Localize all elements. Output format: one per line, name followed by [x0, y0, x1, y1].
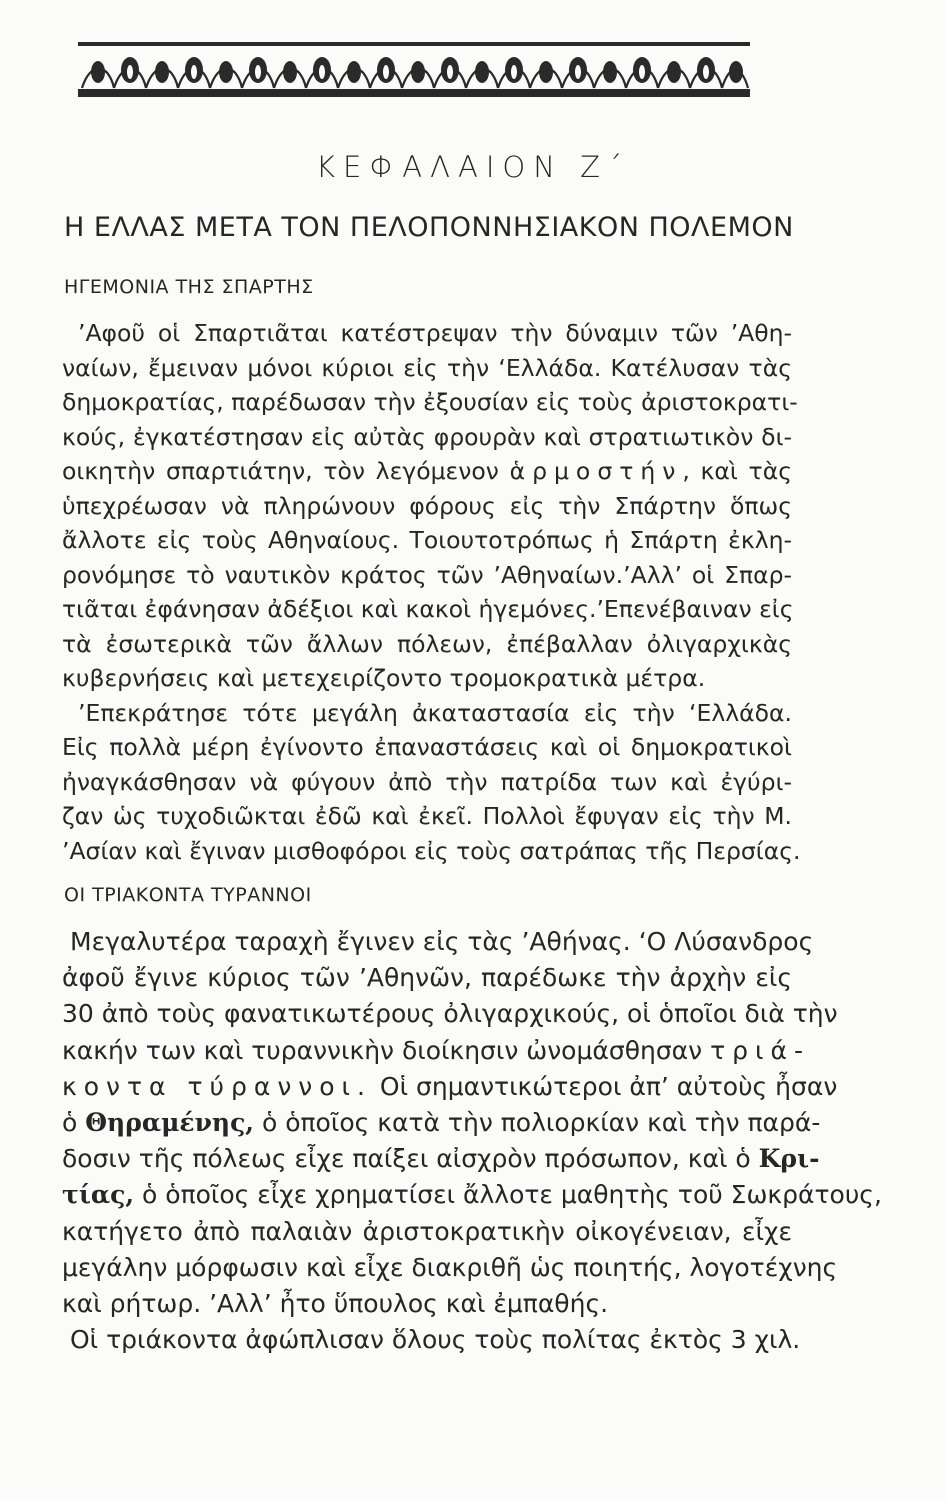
- text-segment: ὁ: [62, 1107, 78, 1137]
- chapter-title: Η ΕΛΛΑΣ ΜΕΤΑ ΤΟΝ ΠΕΛΟΠΟΝΝΗΣΙΑΚΟΝ ΠΟΛΕΜΟΝ: [64, 212, 794, 243]
- spaced-term-tyrants: κοντα τύραννοι.: [62, 1071, 372, 1101]
- text-line: ὑπεχρέωσαν νὰ πληρώνουν φόρους εἰς τὴν Σπάρτην ὅπως: [62, 491, 792, 520]
- bold-name-critias-end: τίας,: [62, 1180, 135, 1210]
- text-line: δημοκρατίας, παρέδωσαν τὴν ἐξουσίαν εἰς τοὺς ἀριστοκρατι-: [62, 388, 798, 416]
- text-line: 30 ἀπὸ τοὺς φανατικωτέρους ὀλιγαρχικούς, οἱ ὁποῖοι διὰ τὴν: [62, 999, 838, 1029]
- section-heading-thirty-tyrants: ΟΙ ΤΡΙΑΚΟΝΤΑ ΤΥΡΑΝΝΟΙ: [64, 884, 312, 906]
- text-segment: Οἱ σημαντικώτεροι ἀπ’ αὐτοὺς ἦσαν: [379, 1071, 838, 1101]
- text-line: ἠναγκάσθησαν νὰ φύγουν ἀπὸ τὴν πατρίδα των καὶ ἐγύρι-: [62, 767, 792, 796]
- chapter-heading: ΚΕΦΑΛΑΙΟΝ Ζ΄: [316, 150, 630, 184]
- text-line: [62, 1105, 821, 1141]
- text-line: [62, 1069, 838, 1105]
- text-line: τιᾶται ἐφάνησαν ἀδέξιοι καὶ κακοὶ ἡγεμόνες.’Επενέβαιναν εἰς: [62, 595, 794, 623]
- text-line: Οἱ τριάκοντα ἀφώπλισαν ὅλους τοὺς πολίτας ἐκτὸς 3 χιλ.: [70, 1325, 801, 1355]
- text-line: ’Επεκράτησε τότε μεγάλη ἀκαταστασία εἰς τὴν ‘Ελλάδα.: [78, 698, 792, 727]
- text-segment: κακήν των καὶ τυραννικὴν διοίκησιν ὠνομάσθησαν: [62, 1035, 703, 1065]
- text-line: μεγάλην μόρφωσιν καὶ εἶχε διακριθῆ ὡς ποιητής, λογοτέχνης: [62, 1252, 838, 1282]
- text-line: [62, 1177, 882, 1213]
- text-line: κούς, ἐγκατέστησαν εἰς αὐτὰς φρουρὰν καὶ στρατιωτικὸν δι-: [62, 422, 792, 451]
- bold-name-theramenes: Θηραμένης,: [85, 1107, 255, 1137]
- text-line: τὰ ἐσωτερικὰ τῶν ἄλλων πόλεων, ἐπέβαλλαν ὀλιγαρχικὰς: [62, 629, 792, 658]
- text-line: Μεγαλυτέρα ταραχὴ ἔγινεν εἰς τὰς ’Αθήνας. ‘Ο Λύσανδρος: [70, 927, 814, 956]
- text-line: ναίων, ἔμειναν μόνοι κύριοι εἰς τὴν ‘Ελλάδα. Κατέλυσαν τὰς: [62, 353, 792, 382]
- text-segment: ὁ ὁποῖος κατὰ τὴν πολιορκίαν καὶ τὴν παρά-: [261, 1107, 821, 1137]
- text-segment: ὁ ὁποῖος εἶχε χρηματίσει ἄλλοτε μαθητὴς τοῦ Σωκράτους,: [142, 1180, 882, 1210]
- text-line: ἄλλοτε εἰς τοὺς Αθηναίους. Τοιουτοτρόπως ἡ Σπάρτη ἐκλη-: [62, 526, 792, 554]
- text-line: [62, 454, 792, 489]
- text-line: κυβερνήσεις καὶ μετεχειρίζοντο τρομοκρατικὰ μέτρα.: [62, 664, 706, 692]
- text-line: ζαν ὡς τυχοδιῶκται ἐδῶ καὶ ἐκεῖ. Πολλοὶ ἔφυγαν εἰς τὴν Μ.: [62, 802, 792, 830]
- palmette-border-ornament: [78, 42, 750, 100]
- text-line: ’Αφοῦ οἱ Σπαρτιᾶται κατέστρεψαν τὴν δύναμιν τῶν ’Αθη-: [78, 319, 792, 347]
- text-line: ’Ασίαν καὶ ἔγιναν μισθοφόροι εἰς τοὺς σατράπας τῆς Περσίας.: [62, 836, 801, 865]
- paragraph-spartan-hegemony: [62, 316, 801, 868]
- text-line: ἀφοῦ ἔγινε κύριος τῶν ’Αθηνῶν, παρέδωκε τὴν ἀρχὴν εἰς: [62, 963, 792, 993]
- text-line: κατήγετο ἀπὸ παλαιὰν ἀριστοκρατικὴν οἰκογένειαν, εἶχε: [62, 1216, 792, 1246]
- text-segment: , καὶ τὰς: [682, 457, 792, 485]
- spaced-term-thirty: τριά-: [710, 1035, 810, 1065]
- text-line: [62, 1033, 810, 1069]
- text-line: [62, 1141, 820, 1177]
- text-line: ρονόμησε τὸ ναυτικὸν κράτος τῶν ’Αθηναίων.’Αλλ’ οἱ Σπαρ-: [62, 560, 792, 589]
- text-segment: δοσιν τῆς πόλεως εἶχε παίξει αἰσχρὸν πρόσωπον, καὶ ὁ: [62, 1144, 751, 1174]
- text-segment: οικητὴν σπαρτιάτην, τὸν λεγόμενον: [62, 457, 499, 485]
- paragraph-thirty-tyrants: [62, 924, 882, 1358]
- section-heading-spartan-hegemony: ΗΓΕΜΟΝΙΑ ΤΗΣ ΣΠΑΡΤΗΣ: [64, 276, 314, 298]
- text-line: καὶ ρήτωρ. ’Αλλ’ ἦτο ὕπουλος καὶ ἐμπαθής.: [62, 1288, 609, 1318]
- text-line: Εἰς πολλὰ μέρη ἐγίνοντο ἐπαναστάσεις καὶ οἱ δημοκρατικοὶ: [62, 733, 792, 761]
- spaced-term-harmost: ἁρμοστήν: [509, 457, 683, 485]
- bold-name-critias: Κρι-: [758, 1144, 820, 1174]
